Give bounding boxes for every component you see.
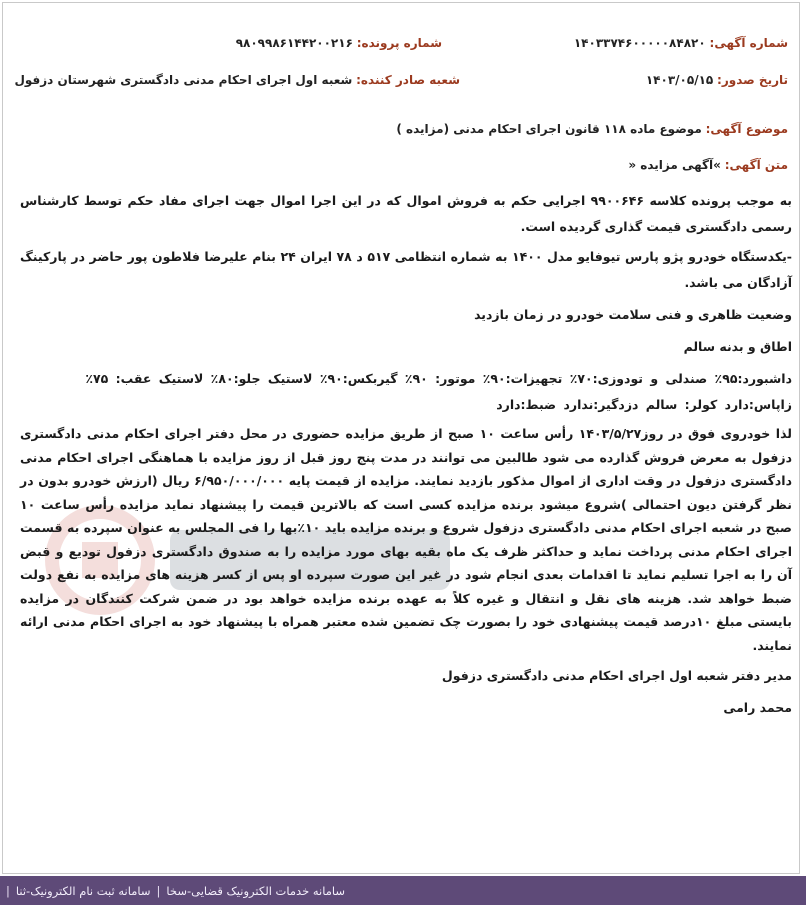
case-number-value: ۹۸۰۹۹۸۶۱۴۴۲۰۰۲۱۶ (235, 36, 353, 50)
text-title-row (628, 158, 788, 172)
subject-label: موضوع آگهی: (705, 122, 788, 136)
parts-condition: داشبورد:۹۵٪ صندلی و تودوزی:۷۰٪ تجهیزات:۹۰٪ موتور: ۹۰٪ گیربکس:۹۰٪ لاستیک جلو:۸۰٪ لاستیک عقب: ۷۵٪ (85, 371, 792, 386)
issue-date-row (646, 73, 788, 87)
issuer-label: شعبه صادر کننده: (356, 73, 460, 87)
case-number-label: شماره پرونده: (356, 36, 442, 50)
signature-title: مدیر دفتر شعبه اول اجرای احکام مدنی دادگستری دزفول (441, 668, 792, 683)
ad-number-value: ۱۴۰۳۳۷۴۶۰۰۰۰۰۸۴۸۲۰ (573, 36, 706, 50)
subject-row (396, 122, 788, 136)
accessories-condition: زاپاس:دارد کولر: سالم دزدگیر:ندارد ضبط:دارد (496, 397, 792, 412)
case-number-row (236, 36, 442, 50)
footer-link-sana[interactable]: سامانه ثبت نام الکترونیک-ثنا (15, 883, 151, 898)
text-title: »آگهی مزایده « (628, 158, 721, 172)
footer-link-sakha[interactable]: سامانه خدمات الکترونیک قضایی-سخا (166, 883, 346, 898)
issue-date-label: تاریخ صدور: (717, 73, 788, 87)
issuer-value: شعبه اول اجرای احکام مدنی دادگستری شهرستان دزفول (14, 73, 353, 87)
condition-heading: وضعیت ظاهری و فنی سلامت خودرو در زمان بازدید (474, 307, 792, 322)
footer-separator-end: | (6, 883, 10, 898)
issue-date-value: ۱۴۰۳/۰۵/۱۵ (645, 73, 714, 87)
vehicle-paragraph: -یکدستگاه خودرو پژو پارس تیوفایو مدل ۱۴۰۰ به شماره انتظامی ۵۱۷ د ۷۸ ایران ۲۴ بنام علیرضا فلاطون پور حاضر در پارکینگ آزادگان می باشد. (20, 249, 792, 290)
auction-terms-paragraph: لذا خودروی فوق در روز۱۴۰۳/۵/۲۷ رأس ساعت ۱۰ صبح از طریق مزایده حضوری در محل دفتر اجرای احکام مدنی دادگستری دزفول به معرض فروش گذارده می شود طالبین می توانند در مدت پنج روز قبل از روز مزایده با هماهنگی اجرای احکام مدنی دادگستری دزفول در وقت اداری از اموال مذکور بازدید نمایند. مزایده از قیمت پایه ۶/۹۵۰/۰۰۰/۰۰۰ ریال (ارزش خودرو بدون در نظر گرفتن دیون احتمالی )شروع میشود برنده مزایده کسی است که بالاترین قیمت را پیشنهاد نماید مزایده رأس ساعت ۱۰ صبح در شعبه اجرای احکام مدنی دادگستری دزفول شروع و برنده مزایده باید ۱۰٪بها را فی المجلس به عنوان سپرده به قسمت اجرای احکام مدنی پرداخت نماید و حداکثر ظرف یک ماه بقیه بهای مورد مزایده را به صندوق دادگستری دزفول تودیع و قبض آن را به اجرا تسلیم نماید تا اقدامات بعدی انجام شود در غیر این صورت سپرده او پس از کسر هزینه های مزایده به نفع دولت ضبط خواهد شد. هزینه های نقل و انتقال و غیره کلاً به عهده برنده مزایده خواهد بود در ضمن شرکت کنندگان در مزایده بایستی مبلغ ۱۰درصد قیمت پیشنهادی خود را بصورت چک تضمین شده معتبر همراه با پیشنهاد خود به اجرای احکام مدنی ارائه نمایند. (20, 426, 792, 653)
text-label: متن آگهی: (724, 158, 788, 172)
notice-body (20, 188, 792, 721)
issuer-row (14, 73, 460, 87)
signature-name: محمد رامی (723, 700, 792, 715)
footer-bar (0, 876, 806, 905)
subject-value: موضوع ماده ۱۱۸ قانون اجرای احکام مدنی (مزایده ) (396, 122, 702, 136)
ad-number-row (574, 36, 788, 50)
intro-paragraph: به موجب پرونده کلاسه ۹۹۰۰۶۴۶ اجرایی حکم به فروش اموال که در این اجرا اموال جهت اجرای مفاد حکم توسط کارشناس رسمی دادگستری قیمت گذاری گردیده است. (20, 193, 792, 234)
footer-separator: | (156, 883, 161, 898)
body-condition: اطاق و بدنه سالم (683, 339, 792, 354)
ad-number-label: شماره آگهی: (709, 36, 788, 50)
